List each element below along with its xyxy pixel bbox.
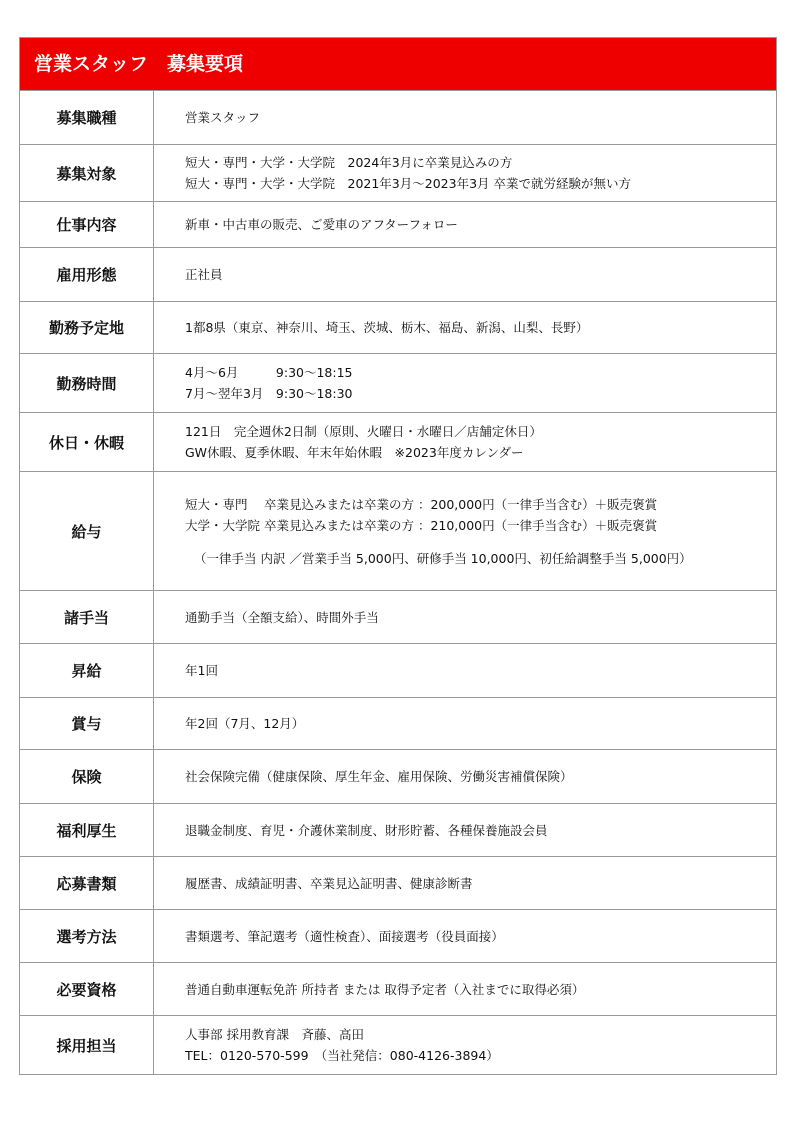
row-label: 選考方法 (20, 910, 154, 963)
value-line: 4月～6月 9:30～18:15 (185, 365, 353, 380)
row-value (154, 750, 777, 804)
row-value (154, 145, 777, 202)
value-line: 通勤手当（全額支給）、時間外手当 (185, 609, 379, 625)
row-allowances (20, 591, 777, 644)
row-label: 仕事内容 (20, 202, 154, 248)
value-line: 正社員 (185, 267, 223, 282)
value-line: 年1回 (185, 663, 218, 678)
row-value (154, 91, 777, 145)
row-label: 保険 (20, 750, 154, 804)
value-line: 短大・専門・大学・大学院 2021年3月～2023年3月 卒業で就労経験が無い方 (185, 176, 632, 191)
row-label: 募集対象 (20, 145, 154, 202)
row-employment-type (20, 248, 777, 302)
row-insurance (20, 750, 777, 804)
row-label: 給与 (20, 472, 154, 591)
row-value (154, 202, 777, 248)
row-value (154, 248, 777, 302)
row-label: 採用担当 (20, 1016, 154, 1075)
row-value (154, 591, 777, 644)
row-label: 諸手当 (20, 591, 154, 644)
value-line: 営業スタッフ (185, 110, 261, 125)
row-value (154, 910, 777, 963)
row-requirements (20, 963, 777, 1016)
value-line: 年2回（7月、12月） (185, 716, 305, 731)
row-value (154, 413, 777, 472)
row-value (154, 698, 777, 750)
row-value (154, 804, 777, 857)
page-title: 営業スタッフ 募集要項 (19, 37, 777, 90)
row-value (154, 472, 777, 591)
row-value (154, 644, 777, 698)
value-line: 退職金制度、育児・介護休業制度、財形貯蓄、各種保養施設会員 (185, 822, 548, 838)
row-application-documents (20, 857, 777, 910)
value-line: 121日 完全週休2日制（原則、火曜日・水曜日／店舗定休日） (185, 424, 542, 439)
row-selection-method (20, 910, 777, 963)
value-line: 大学・大学院 卒業見込みまたは卒業の方 ：210,000円（一律手当含む）＋販売褒賞 (185, 517, 658, 533)
row-value (154, 302, 777, 354)
row-welfare (20, 804, 777, 857)
row-job-content (20, 202, 777, 248)
value-line: 短大・専門・大学・大学院 2024年3月に卒業見込みの方 (185, 155, 513, 170)
value-line: 書類選考、筆記選考（適性検査）、面接選考（役員面接） (185, 928, 504, 944)
row-job-type (20, 91, 777, 145)
row-pay-raise (20, 644, 777, 698)
value-line: 普通自動車運転免許 所持者 または 取得予定者（入社までに取得必須） (185, 981, 585, 997)
requirements-table (19, 90, 777, 1075)
row-work-hours (20, 354, 777, 413)
row-label: 勤務予定地 (20, 302, 154, 354)
value-line: 履歴書、成績証明書、卒業見込証明書、健康診断書 (185, 875, 473, 891)
row-label: 必要資格 (20, 963, 154, 1016)
row-holidays (20, 413, 777, 472)
row-bonus (20, 698, 777, 750)
value-line: GW休暇、夏季休暇、年末年始休暇 ※2023年度カレンダー (185, 445, 524, 460)
row-label: 応募書類 (20, 857, 154, 910)
row-label: 昇給 (20, 644, 154, 698)
row-value (154, 1016, 777, 1075)
row-work-location (20, 302, 777, 354)
row-label: 雇用形態 (20, 248, 154, 302)
row-recruiter-contact (20, 1016, 777, 1075)
recruitment-sheet (19, 37, 777, 1075)
value-line: 人事部 採用教育課 斉藤、高田 (185, 1027, 364, 1042)
row-label: 休日・休暇 (20, 413, 154, 472)
value-line: 社会保険完備（健康保険、厚生年金、雇用保険、労働災害補償保険） (185, 769, 573, 784)
row-value (154, 857, 777, 910)
row-label: 勤務時間 (20, 354, 154, 413)
value-line: 新車・中古車の販売、ご愛車のアフターフォロー (185, 217, 458, 232)
row-label: 賞与 (20, 698, 154, 750)
row-label: 募集職種 (20, 91, 154, 145)
row-label: 福利厚生 (20, 804, 154, 857)
value-line: 短大・専門 卒業見込みまたは卒業の方 ：200,000円（一律手当含む）＋販売褒賞 (185, 496, 658, 512)
value-line: 7月～翌年3月 9:30～18:30 (185, 386, 353, 401)
row-value (154, 354, 777, 413)
value-line: TEL：0120-570-599 （当社発信：080-4126-3894） (185, 1048, 499, 1063)
row-target (20, 145, 777, 202)
value-line: 1都8県（東京、神奈川、埼玉、茨城、栃木、福島、新潟、山梨、長野） (185, 320, 589, 335)
row-value (154, 963, 777, 1016)
row-salary (20, 472, 777, 591)
salary-allowance-note: （一律手当 内訳 ／営業手当 5,000円、研修手当 10,000円、初任給調整手当 5,000円） (194, 550, 692, 566)
